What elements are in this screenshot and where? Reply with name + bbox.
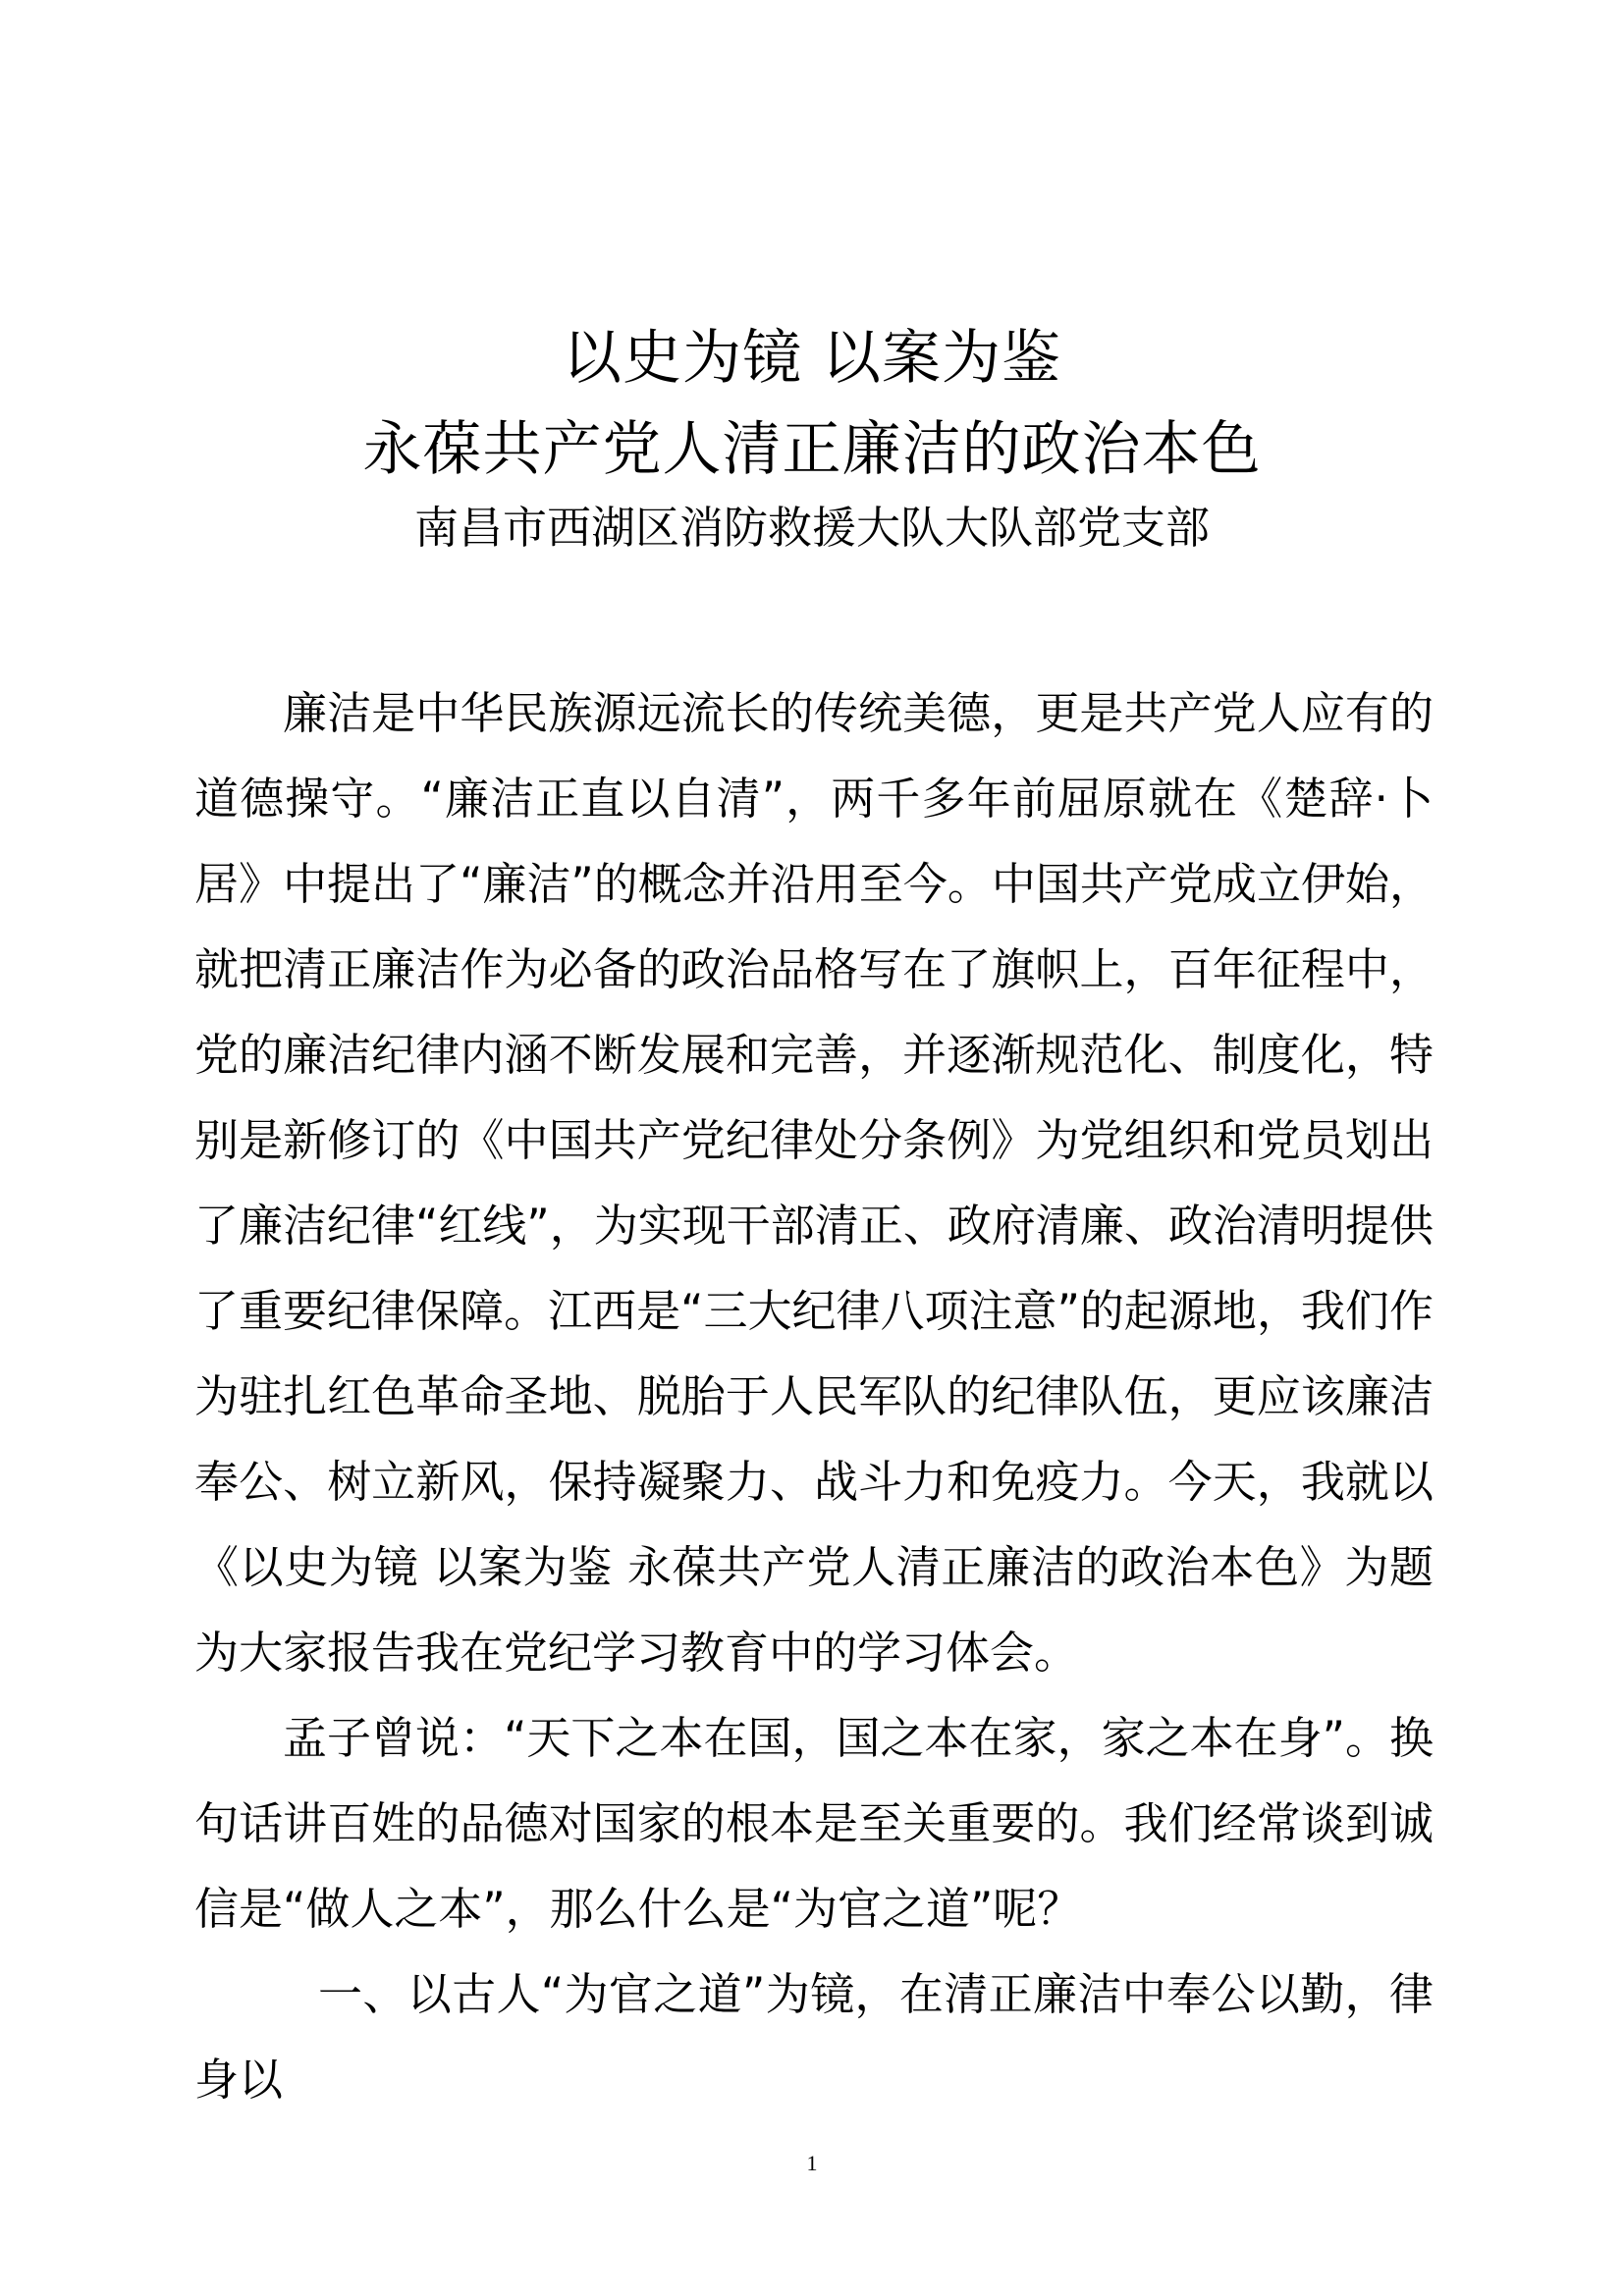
section-heading: 一、以古人“为官之道”为镜，在清正廉洁中奉公以勤，律身以 <box>194 1968 1434 2106</box>
page-number: 1 <box>806 2151 818 2175</box>
title-line-2: 永葆共产党人清正廉洁的政治本色 <box>362 415 1262 484</box>
paragraph: 孟子曾说：“天下之本在国，国之本在家，家之本在身”。换句话讲百姓的品德对国家的根本是至关重要的。我们经常谈到诚信是“做人之本”，那么什么是“为官之道”呢？ <box>194 1712 1434 1935</box>
body-text <box>194 670 1434 2122</box>
author-line: 南昌市西湖区消防救援大队大队部党支部 <box>413 502 1210 554</box>
paragraph: 廉洁是中华民族源远流长的传统美德，更是共产党人应有的道德操守。“廉洁正直以自清”，两千多年前屈原就在《楚辞·卜居》中提出了“廉洁”的概念并沿用至今。中国共产党成立伊始，就把清正廉洁作为必备的政治品格写在了旗帜上，百年征程中，党的廉洁纪律内涵不断发展和完善，并逐渐规范化、制度化，特别是新修订的《中国共产党纪律处分条例》为党组织和党员划出了廉洁纪律“红线”，为实现干部清正、政府清廉、政治清明提供了重要纪律保障。江西是“三大纪律八项注意”的起源地，我们作为驻扎红色革命圣地、脱胎于人民军队的纪律队伍，更应该廉洁奉公、树立新风，保持凝聚力、战斗力和免疫力。今天，我就以《以史为镜 以案为鉴 永葆共产党人清正廉洁的政治本色》为题为大家报告我在党纪学习教育中的学习体会。 <box>194 687 1434 1679</box>
title-line-1: 以史为镜 以案为鉴 <box>562 324 1062 393</box>
